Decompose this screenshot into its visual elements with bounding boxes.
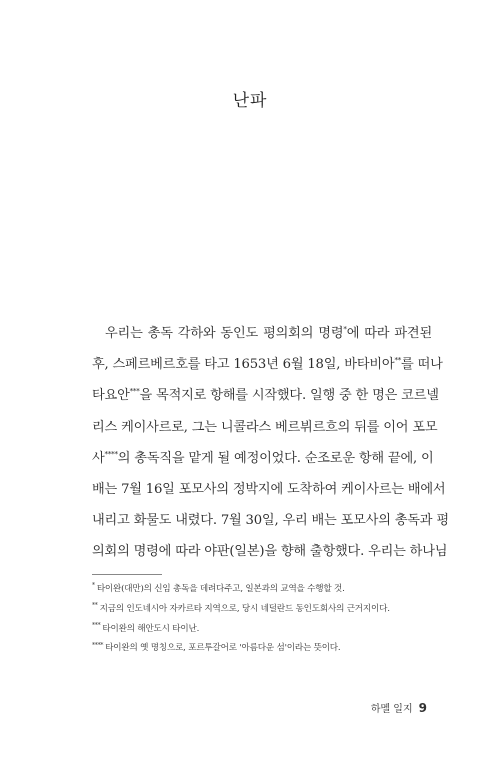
footnote: **** 타이완의 옛 명칭으로, 포르투갈어로 '아름다운 섬'이라는 뜻이다.	[92, 641, 341, 654]
footnote-ref: ***	[129, 387, 140, 396]
footnote-ref: **	[394, 356, 402, 365]
footnote: * 타이완(대만)의 신임 총독을 데려다주고, 일본과의 교역을 수행할 것.	[92, 582, 345, 594]
footnotes	[92, 580, 437, 659]
body-line: 사****의 총독직을 맡게 될 예정이었다. 순조로운 항해 끝에, 이	[92, 450, 434, 466]
footnote-mark: **	[92, 601, 98, 609]
footnote-divider	[92, 574, 162, 575]
footnote-mark: ***	[92, 621, 101, 629]
footnote: ** 지금의 인도네시아 자카르타 지역으로, 당시 네덜란드 동인도회사의 근거지이다.	[92, 601, 390, 614]
footnote-ref: *	[343, 325, 347, 334]
page-footer	[371, 700, 427, 715]
body-line: 우리는 총독 각하와 동인도 평의회의 명령*에 따라 파견된	[105, 325, 433, 341]
body-line: 타요안***을 목적지로 항해를 시작했다. 일행 중 한 명은 코르넬	[92, 387, 439, 404]
body-text	[92, 318, 449, 568]
footnote-mark: ****	[92, 641, 104, 649]
body-line: 리스 케이사르로, 그는 니콜라스 베르뷔르흐의 뒤를 이어 포모	[92, 419, 438, 435]
body-line: 후, 스페르베르호를 타고 1653년 6월 18일, 바타비아**를 떠나	[92, 356, 443, 373]
page-number: 9	[418, 701, 427, 715]
body-line: 의회의 명령에 따라 야판(일본)을 향해 출항했다. 우리는 하나님	[92, 544, 448, 560]
body-line: 배는 7월 16일 포모사의 정박지에 도착하여 케이사르는 배에서	[92, 481, 446, 497]
footnote-mark: *	[92, 582, 95, 590]
footnote: *** 타이완의 해안도시 타이난.	[92, 621, 200, 634]
chapter-title: 난파	[232, 91, 268, 111]
body-line: 내리고 화물도 내렸다. 7월 30일, 우리 배는 포모사의 총독과 평	[92, 513, 449, 529]
running-title: 하멜 일지	[370, 704, 413, 715]
footnote-ref: ****	[104, 450, 118, 459]
